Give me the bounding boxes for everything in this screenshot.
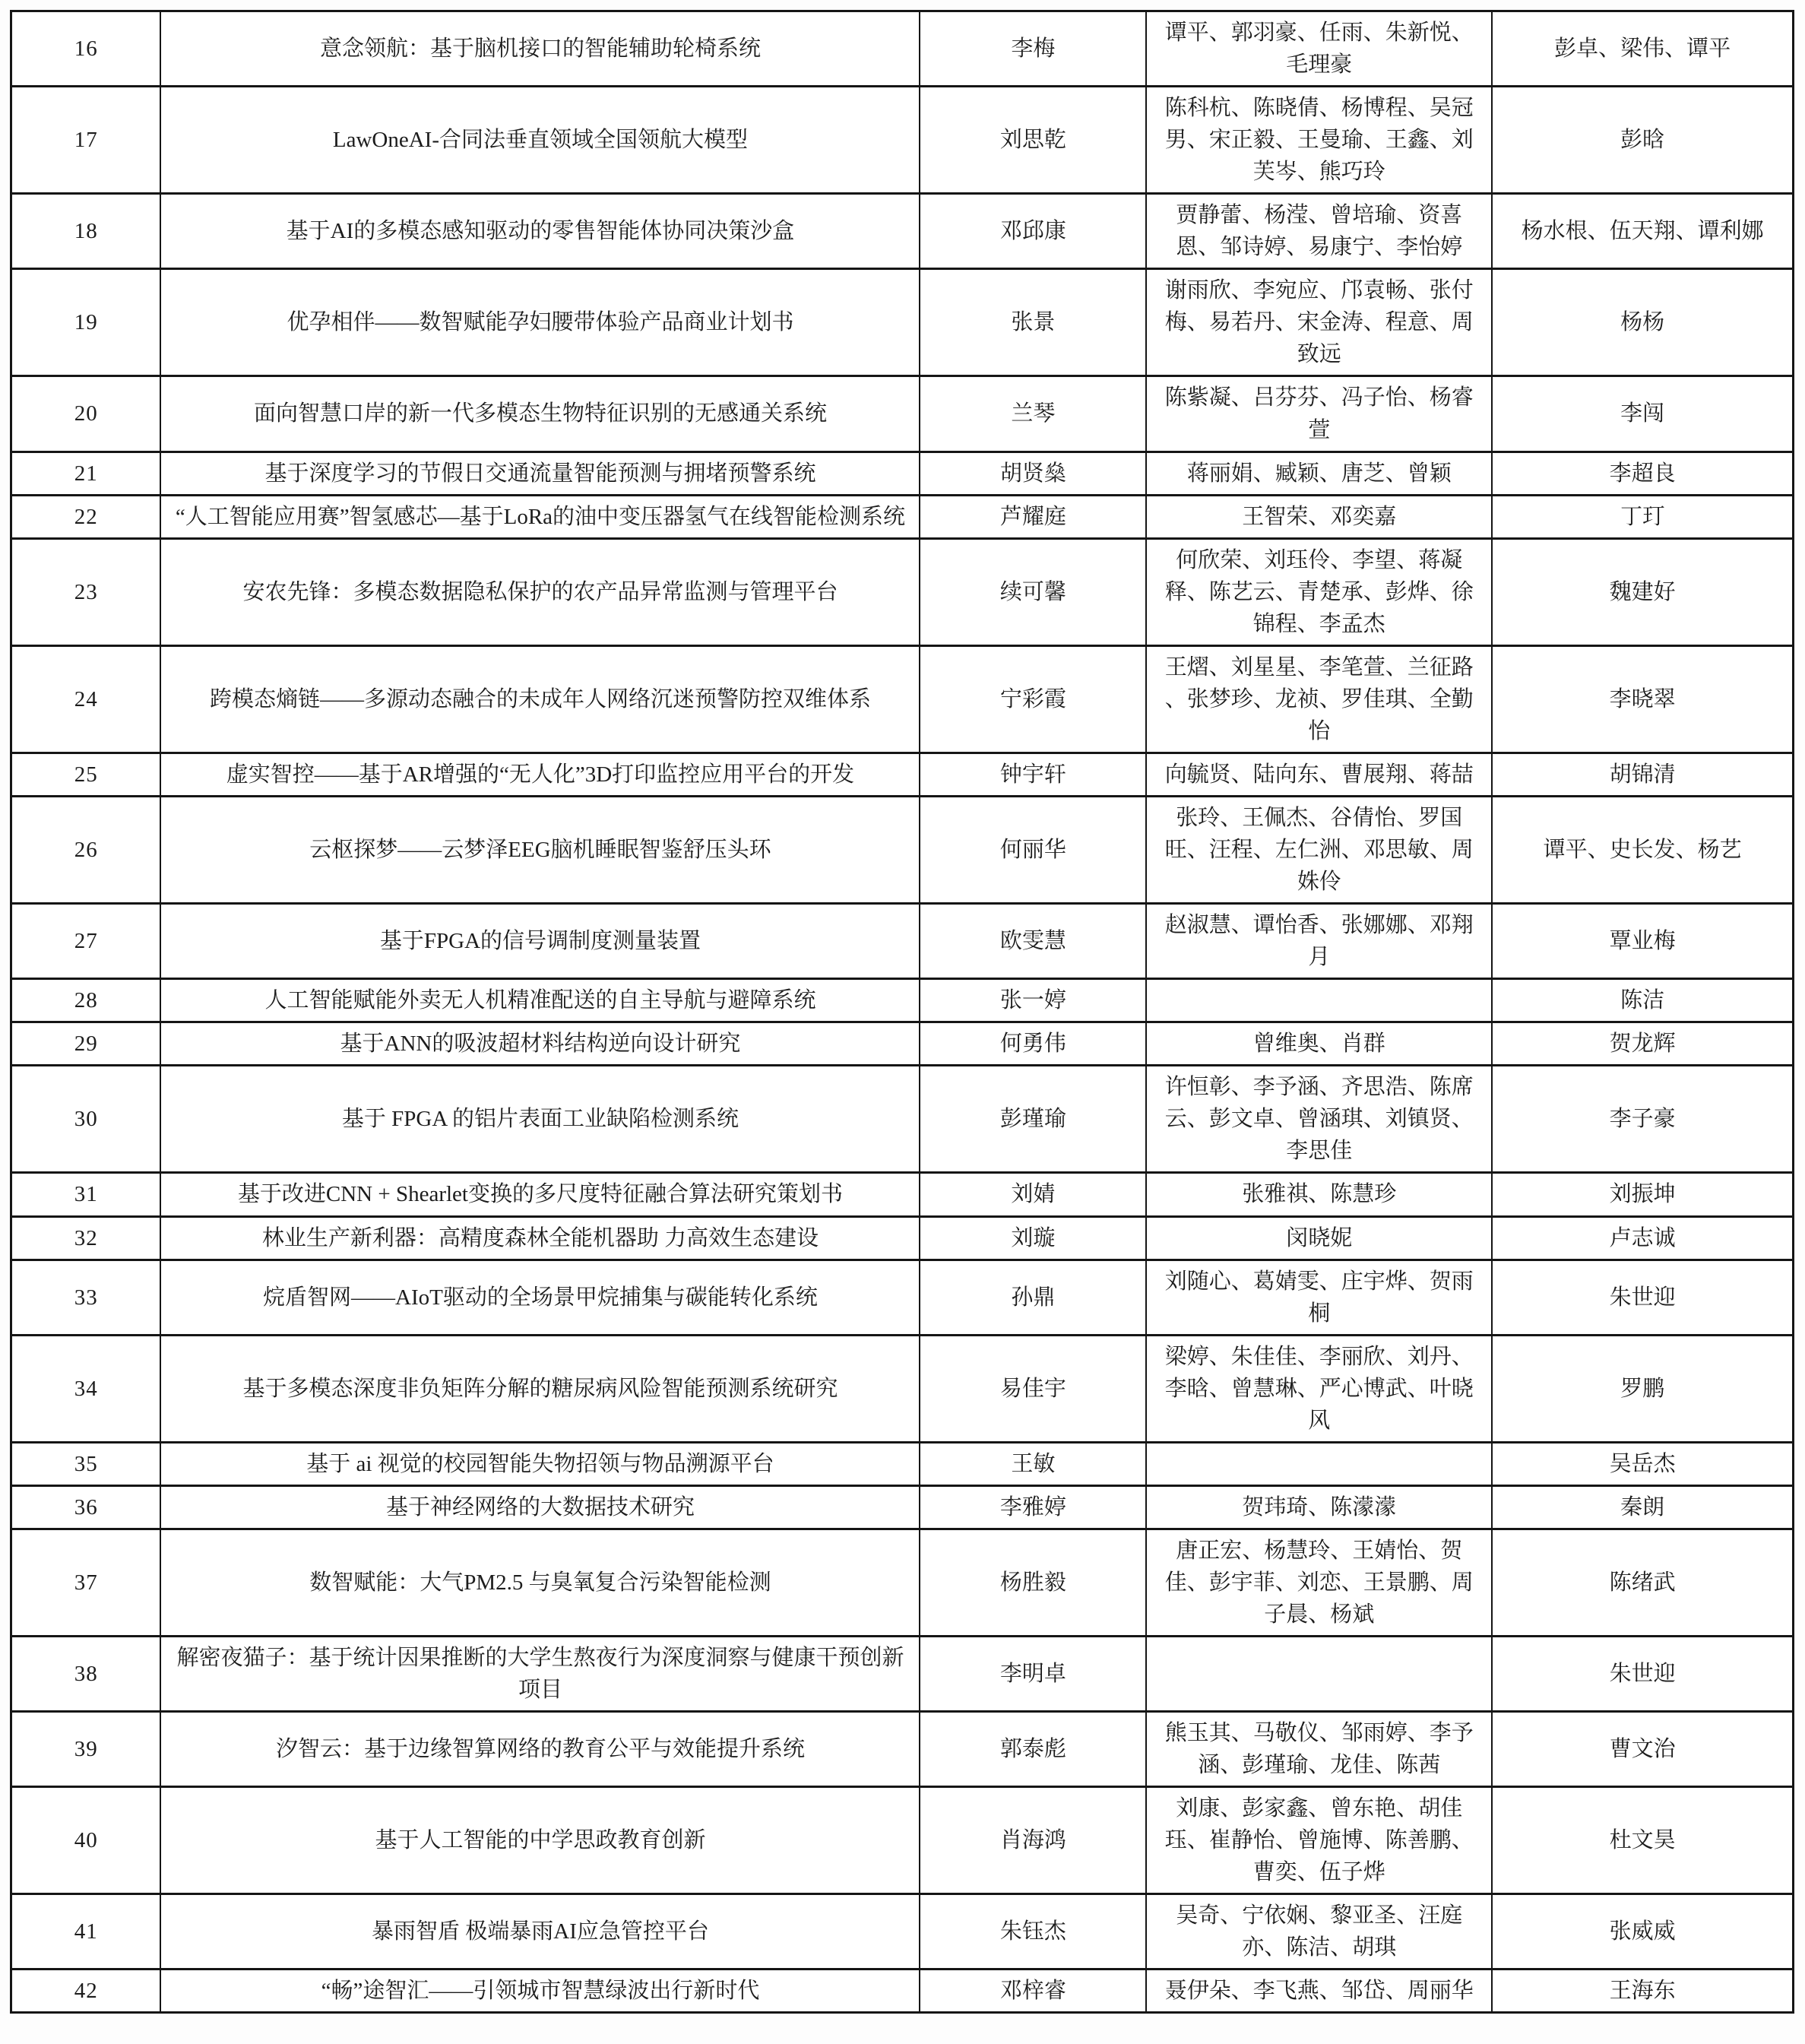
leader-cell: 郭泰彪 [920, 1712, 1146, 1787]
leader-cell: 芦耀庭 [920, 495, 1146, 538]
members-cell: 聂伊朵、李飞燕、邹岱、周丽华 [1146, 1970, 1492, 2013]
project-title-cell: “畅”途智汇——引领城市智慧绿波出行新时代 [160, 1970, 920, 2013]
row-number-cell: 27 [11, 904, 161, 979]
table-row [11, 1260, 1794, 1335]
table-row [11, 11, 1794, 87]
leader-cell: 钟宇轩 [920, 753, 1146, 796]
table-row [11, 1894, 1794, 1970]
row-number-cell: 34 [11, 1335, 161, 1442]
advisors-cell: 魏建好 [1492, 538, 1793, 645]
row-number-cell: 40 [11, 1787, 161, 1894]
advisors-cell: 谭平、史长发、杨艺 [1492, 796, 1793, 903]
table-row [11, 904, 1794, 979]
row-number-cell: 31 [11, 1173, 161, 1216]
advisors-cell: 李闯 [1492, 376, 1793, 452]
row-number-cell: 29 [11, 1022, 161, 1066]
advisors-cell: 卢志诚 [1492, 1216, 1793, 1260]
project-title-cell: 数智赋能：大气PM2.5 与臭氧复合污染智能检测 [160, 1529, 920, 1636]
leader-cell: 张一婷 [920, 979, 1146, 1022]
members-cell: 闵晓妮 [1146, 1216, 1492, 1260]
leader-cell: 王敏 [920, 1442, 1146, 1485]
table-row [11, 538, 1794, 645]
leader-cell: 刘璇 [920, 1216, 1146, 1260]
leader-cell: 兰琴 [920, 376, 1146, 452]
advisors-cell: 朱世迎 [1492, 1637, 1793, 1712]
members-cell: 梁婷、朱佳佳、李丽欣、刘丹、李晗、曾慧琳、严心博武、叶晓风 [1146, 1335, 1492, 1442]
row-number-cell: 19 [11, 269, 161, 376]
table-row [11, 1712, 1794, 1787]
members-cell: 蒋丽娟、臧颖、唐芝、曾颖 [1146, 452, 1492, 495]
row-number-cell: 18 [11, 194, 161, 269]
members-cell: 赵淑慧、谭怡香、张娜娜、邓翔月 [1146, 904, 1492, 979]
table-row [11, 87, 1794, 194]
advisors-cell: 陈绪武 [1492, 1529, 1793, 1636]
members-cell: 吴奇、宁依娴、黎亚圣、汪庭亦、陈洁、胡琪 [1146, 1894, 1492, 1970]
table-row [11, 495, 1794, 538]
advisors-cell: 杨杨 [1492, 269, 1793, 376]
project-title-cell: 基于AI的多模态感知驱动的零售智能体协同决策沙盒 [160, 194, 920, 269]
table-row [11, 1442, 1794, 1485]
advisors-cell: 刘振坤 [1492, 1173, 1793, 1216]
row-number-cell: 20 [11, 376, 161, 452]
leader-cell: 宁彩霞 [920, 645, 1146, 753]
advisors-cell: 李子豪 [1492, 1066, 1793, 1173]
projects-table-body [11, 11, 1794, 2013]
leader-cell: 何勇伟 [920, 1022, 1146, 1066]
project-title-cell: 虚实智控——基于AR增强的“无人化”3D打印监控应用平台的开发 [160, 753, 920, 796]
row-number-cell: 24 [11, 645, 161, 753]
members-cell: 谢雨欣、李宛应、邝袁畅、张付梅、易若丹、宋金涛、程意、周致远 [1146, 269, 1492, 376]
advisors-cell: 王海东 [1492, 1970, 1793, 2013]
project-title-cell: 暴雨智盾 极端暴雨AI应急管控平台 [160, 1894, 920, 1970]
project-title-cell: 面向智慧口岸的新一代多模态生物特征识别的无感通关系统 [160, 376, 920, 452]
table-row [11, 452, 1794, 495]
leader-cell: 易佳宇 [920, 1335, 1146, 1442]
leader-cell: 欧雯慧 [920, 904, 1146, 979]
project-title-cell: 基于多模态深度非负矩阵分解的糖尿病风险智能预测系统研究 [160, 1335, 920, 1442]
leader-cell: 张景 [920, 269, 1146, 376]
table-row [11, 1335, 1794, 1442]
project-title-cell: 安农先锋：多模态数据隐私保护的农产品异常监测与管理平台 [160, 538, 920, 645]
advisors-cell: 罗鹏 [1492, 1335, 1793, 1442]
project-title-cell: 优孕相伴——数智赋能孕妇腰带体验产品商业计划书 [160, 269, 920, 376]
members-cell: 谭平、郭羽豪、任雨、朱新悦、毛理豪 [1146, 11, 1492, 87]
members-cell [1146, 979, 1492, 1022]
members-cell [1146, 1442, 1492, 1485]
leader-cell: 邓梓睿 [920, 1970, 1146, 2013]
table-row [11, 1173, 1794, 1216]
project-title-cell: 林业生产新利器：高精度森林全能机器助 力高效生态建设 [160, 1216, 920, 1260]
members-cell: 刘随心、葛婧雯、庄宇烨、贺雨桐 [1146, 1260, 1492, 1335]
row-number-cell: 36 [11, 1485, 161, 1529]
advisors-cell: 张威威 [1492, 1894, 1793, 1970]
leader-cell: 肖海鸿 [920, 1787, 1146, 1894]
members-cell: 贺玮琦、陈濛濛 [1146, 1485, 1492, 1529]
advisors-cell: 覃业梅 [1492, 904, 1793, 979]
members-cell: 向毓贤、陆向东、曹展翔、蒋喆 [1146, 753, 1492, 796]
row-number-cell: 39 [11, 1712, 161, 1787]
project-title-cell: 基于人工智能的中学思政教育创新 [160, 1787, 920, 1894]
leader-cell: 李明卓 [920, 1637, 1146, 1712]
advisors-cell: 李晓翠 [1492, 645, 1793, 753]
row-number-cell: 41 [11, 1894, 161, 1970]
leader-cell: 何丽华 [920, 796, 1146, 903]
members-cell [1146, 1637, 1492, 1712]
table-row [11, 796, 1794, 903]
project-title-cell: 基于神经网络的大数据技术研究 [160, 1485, 920, 1529]
table-row [11, 645, 1794, 753]
row-number-cell: 32 [11, 1216, 161, 1260]
row-number-cell: 28 [11, 979, 161, 1022]
row-number-cell: 26 [11, 796, 161, 903]
leader-cell: 彭瑾瑜 [920, 1066, 1146, 1173]
table-row [11, 1022, 1794, 1066]
row-number-cell: 30 [11, 1066, 161, 1173]
row-number-cell: 37 [11, 1529, 161, 1636]
project-title-cell: 基于 ai 视觉的校园智能失物招领与物品溯源平台 [160, 1442, 920, 1485]
advisors-cell: 吴岳杰 [1492, 1442, 1793, 1485]
project-title-cell: 意念领航：基于脑机接口的智能辅助轮椅系统 [160, 11, 920, 87]
row-number-cell: 16 [11, 11, 161, 87]
members-cell: 贾静蕾、杨滢、曾培瑜、资喜恩、邹诗婷、易康宁、李怡婷 [1146, 194, 1492, 269]
project-title-cell: 解密夜猫子：基于统计因果推断的大学生熬夜行为深度洞察与健康干预创新项目 [160, 1637, 920, 1712]
projects-table [10, 10, 1794, 2014]
row-number-cell: 35 [11, 1442, 161, 1485]
members-cell: 唐正宏、杨慧玲、王婧怡、贺佳、彭宇菲、刘恋、王景鹏、周子晨、杨斌 [1146, 1529, 1492, 1636]
project-title-cell: 基于改进CNN + Shearlet变换的多尺度特征融合算法研究策划书 [160, 1173, 920, 1216]
members-cell: 王熠、刘星星、李笔萱、兰征路 、张梦珍、龙祯、罗佳琪、全勤怡 [1146, 645, 1492, 753]
members-cell: 许恒彰、李予涵、齐思浩、陈席云、彭文卓、曾涵琪、刘镇贤、李思佳 [1146, 1066, 1492, 1173]
leader-cell: 胡贤燊 [920, 452, 1146, 495]
members-cell: 何欣荣、刘珏伶、李望、蒋凝释、陈艺云、青楚承、彭烨、徐锦程、李孟杰 [1146, 538, 1492, 645]
members-cell: 曾维奥、肖群 [1146, 1022, 1492, 1066]
members-cell: 陈科杭、陈晓倩、杨博程、吴冠男、宋正毅、王曼瑜、王鑫、刘芙岑、熊巧玲 [1146, 87, 1492, 194]
project-title-cell: LawOneAI-合同法垂直领域全国领航大模型 [160, 87, 920, 194]
advisors-cell: 贺龙辉 [1492, 1022, 1793, 1066]
table-row [11, 1787, 1794, 1894]
row-number-cell: 33 [11, 1260, 161, 1335]
table-row [11, 1066, 1794, 1173]
advisors-cell: 胡锦清 [1492, 753, 1793, 796]
project-title-cell: 汐智云：基于边缘智算网络的教育公平与效能提升系统 [160, 1712, 920, 1787]
members-cell: 熊玉其、马敬仪、邹雨婷、李予涵、彭瑾瑜、龙佳、陈茜 [1146, 1712, 1492, 1787]
table-row [11, 753, 1794, 796]
advisors-cell: 杨水根、伍天翔、谭利娜 [1492, 194, 1793, 269]
advisors-cell: 李超良 [1492, 452, 1793, 495]
leader-cell: 邓邱康 [920, 194, 1146, 269]
advisors-cell: 秦朗 [1492, 1485, 1793, 1529]
row-number-cell: 22 [11, 495, 161, 538]
advisors-cell: 彭卓、梁伟、谭平 [1492, 11, 1793, 87]
advisors-cell: 彭晗 [1492, 87, 1793, 194]
project-title-cell: 人工智能赋能外卖无人机精准配送的自主导航与避障系统 [160, 979, 920, 1022]
advisors-cell: 陈洁 [1492, 979, 1793, 1022]
project-title-cell: 跨模态熵链——多源动态融合的未成年人网络沉迷预警防控双维体系 [160, 645, 920, 753]
row-number-cell: 38 [11, 1637, 161, 1712]
table-row [11, 1529, 1794, 1636]
table-row [11, 376, 1794, 452]
advisors-cell: 曹文治 [1492, 1712, 1793, 1787]
row-number-cell: 21 [11, 452, 161, 495]
advisors-cell: 朱世迎 [1492, 1260, 1793, 1335]
members-cell: 刘康、彭家鑫、曾东艳、胡佳珏、崔静怡、曾施博、陈善鹏、曹奕、伍子烨 [1146, 1787, 1492, 1894]
table-row [11, 1216, 1794, 1260]
leader-cell: 续可馨 [920, 538, 1146, 645]
leader-cell: 杨胜毅 [920, 1529, 1146, 1636]
table-row [11, 269, 1794, 376]
project-title-cell: 基于FPGA的信号调制度测量装置 [160, 904, 920, 979]
leader-cell: 刘婧 [920, 1173, 1146, 1216]
project-title-cell: “人工智能应用赛”智氢感芯—基于LoRa的油中变压器氢气在线智能检测系统 [160, 495, 920, 538]
row-number-cell: 23 [11, 538, 161, 645]
row-number-cell: 17 [11, 87, 161, 194]
table-row [11, 1970, 1794, 2013]
leader-cell: 李梅 [920, 11, 1146, 87]
project-title-cell: 云枢探梦——云梦泽EEG脑机睡眠智鉴舒压头环 [160, 796, 920, 903]
members-cell: 陈紫凝、吕芬芬、冯子怡、杨睿萱 [1146, 376, 1492, 452]
table-row [11, 1637, 1794, 1712]
row-number-cell: 42 [11, 1970, 161, 2013]
project-title-cell: 基于深度学习的节假日交通流量智能预测与拥堵预警系统 [160, 452, 920, 495]
project-title-cell: 基于ANN的吸波超材料结构逆向设计研究 [160, 1022, 920, 1066]
table-row [11, 194, 1794, 269]
members-cell: 王智荣、邓奕嘉 [1146, 495, 1492, 538]
advisors-cell: 杜文昊 [1492, 1787, 1793, 1894]
members-cell: 张玲、王佩杰、谷倩怡、罗国旺、汪程、左仁洲、邓思敏、周姝伶 [1146, 796, 1492, 903]
leader-cell: 朱钰杰 [920, 1894, 1146, 1970]
leader-cell: 李雅婷 [920, 1485, 1146, 1529]
leader-cell: 孙鼎 [920, 1260, 1146, 1335]
project-title-cell: 基于 FPGA 的铝片表面工业缺陷检测系统 [160, 1066, 920, 1173]
advisors-cell: 丁玎 [1492, 495, 1793, 538]
table-row [11, 979, 1794, 1022]
members-cell: 张雅祺、陈慧珍 [1146, 1173, 1492, 1216]
table-row [11, 1485, 1794, 1529]
project-title-cell: 烷盾智网——AIoT驱动的全场景甲烷捕集与碳能转化系统 [160, 1260, 920, 1335]
row-number-cell: 25 [11, 753, 161, 796]
leader-cell: 刘思乾 [920, 87, 1146, 194]
